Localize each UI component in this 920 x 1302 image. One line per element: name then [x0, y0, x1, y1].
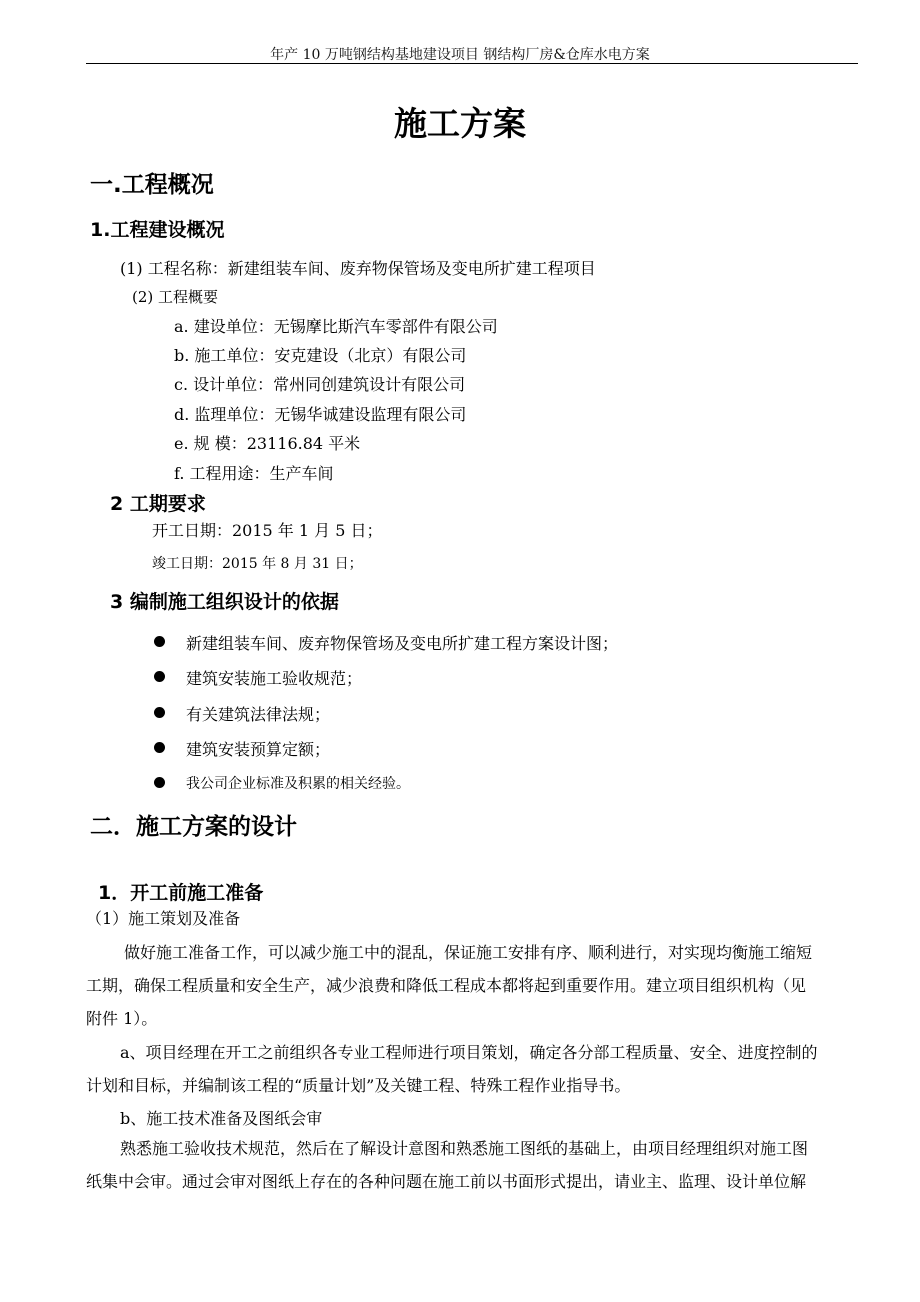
detail-supervisor: d. 监理单位：无锡华诚建设监理有限公司 [174, 405, 467, 424]
running-header: 年产 10 万吨钢结构基地建设项目 钢结构厂房&仓库水电方案 [270, 47, 650, 63]
paragraph-line: a、项目经理在开工之前组织各专业工程师进行项目策划，确定各分部工程质量、安全、进度控制的 [120, 1043, 818, 1062]
bullet-dot [154, 777, 165, 788]
subheading-basis: 3 编制施工组织设计的依据 [110, 591, 339, 613]
detail-builder: a. 建设单位：无锡摩比斯汽车零部件有限公司 [174, 317, 498, 336]
subheading-project-overview: 1.工程建设概况 [90, 219, 225, 241]
bullet-dot [154, 707, 165, 718]
detail-usage: f. 工程用途：生产车间 [174, 464, 334, 483]
paragraph-line: 做好施工准备工作，可以减少施工中的混乱，保证施工安排有序、顺利进行，对实现均衡施工缩短 [124, 943, 813, 962]
planning-item: （1）施工策划及准备 [86, 909, 241, 928]
paragraph-line: 计划和目标，并编制该工程的“质量计划”及关键工程、特殊工程作业指导书。 [86, 1076, 631, 1095]
basis-item-4: 建筑安装预算定额； [186, 740, 331, 759]
basis-item-2: 建筑安装施工验收规范； [186, 669, 363, 688]
detail-designer: c. 设计单位：常州同创建筑设计有限公司 [174, 375, 466, 394]
paragraph-line: 纸集中会审。通过会审对图纸上存在的各种问题在施工前以书面形式提出，请业主、监理、设计单位解 [86, 1172, 807, 1191]
basis-item-5: 我公司企业标准及积累的相关经验。 [186, 776, 410, 792]
bullet-dot [154, 636, 165, 647]
section-heading-overview: 一.工程概况 [90, 172, 214, 198]
paragraph-planning-a [86, 1036, 858, 1102]
detail-scale: e. 规 模：23116.84 平米 [174, 434, 361, 453]
document-title: 施工方案 [394, 104, 526, 143]
paragraph-line: 附件 1）。 [86, 1009, 158, 1028]
paragraph-drawing-review [86, 1132, 858, 1198]
basis-item-3: 有关建筑法律法规； [186, 705, 331, 724]
technical-prep-item: b、施工技术准备及图纸会审 [120, 1109, 323, 1128]
basis-item-1: 新建组装车间、废弃物保管场及变电所扩建工程方案设计图； [186, 634, 619, 653]
subheading-preparation: 1．开工前施工准备 [98, 882, 264, 904]
paragraph-preparation [86, 936, 858, 1035]
project-name-item: (1) 工程名称：新建组装车间、废弃物保管场及变电所扩建工程项目 [120, 259, 596, 278]
paragraph-line: 工期，确保工程质量和安全生产，减少浪费和降低工程成本都将起到重要作用。建立项目组织机构（见 [86, 976, 807, 995]
project-summary-item: (2) 工程概要 [132, 288, 219, 306]
section-heading-design: 二．施工方案的设计 [90, 814, 297, 840]
start-date: 开工日期：2015 年 1 月 5 日； [152, 521, 383, 540]
detail-contractor: b. 施工单位：安克建设（北京）有限公司 [174, 346, 467, 365]
header-rule [86, 63, 858, 64]
end-date: 竣工日期：2015 年 8 月 31 日； [152, 556, 363, 572]
paragraph-line: 熟悉施工验收技术规范，然后在了解设计意图和熟悉施工图纸的基础上，由项目经理组织对施工图 [120, 1139, 809, 1158]
subheading-schedule: 2 工期要求 [110, 493, 206, 515]
bullet-dot [154, 671, 165, 682]
bullet-dot [154, 742, 165, 753]
